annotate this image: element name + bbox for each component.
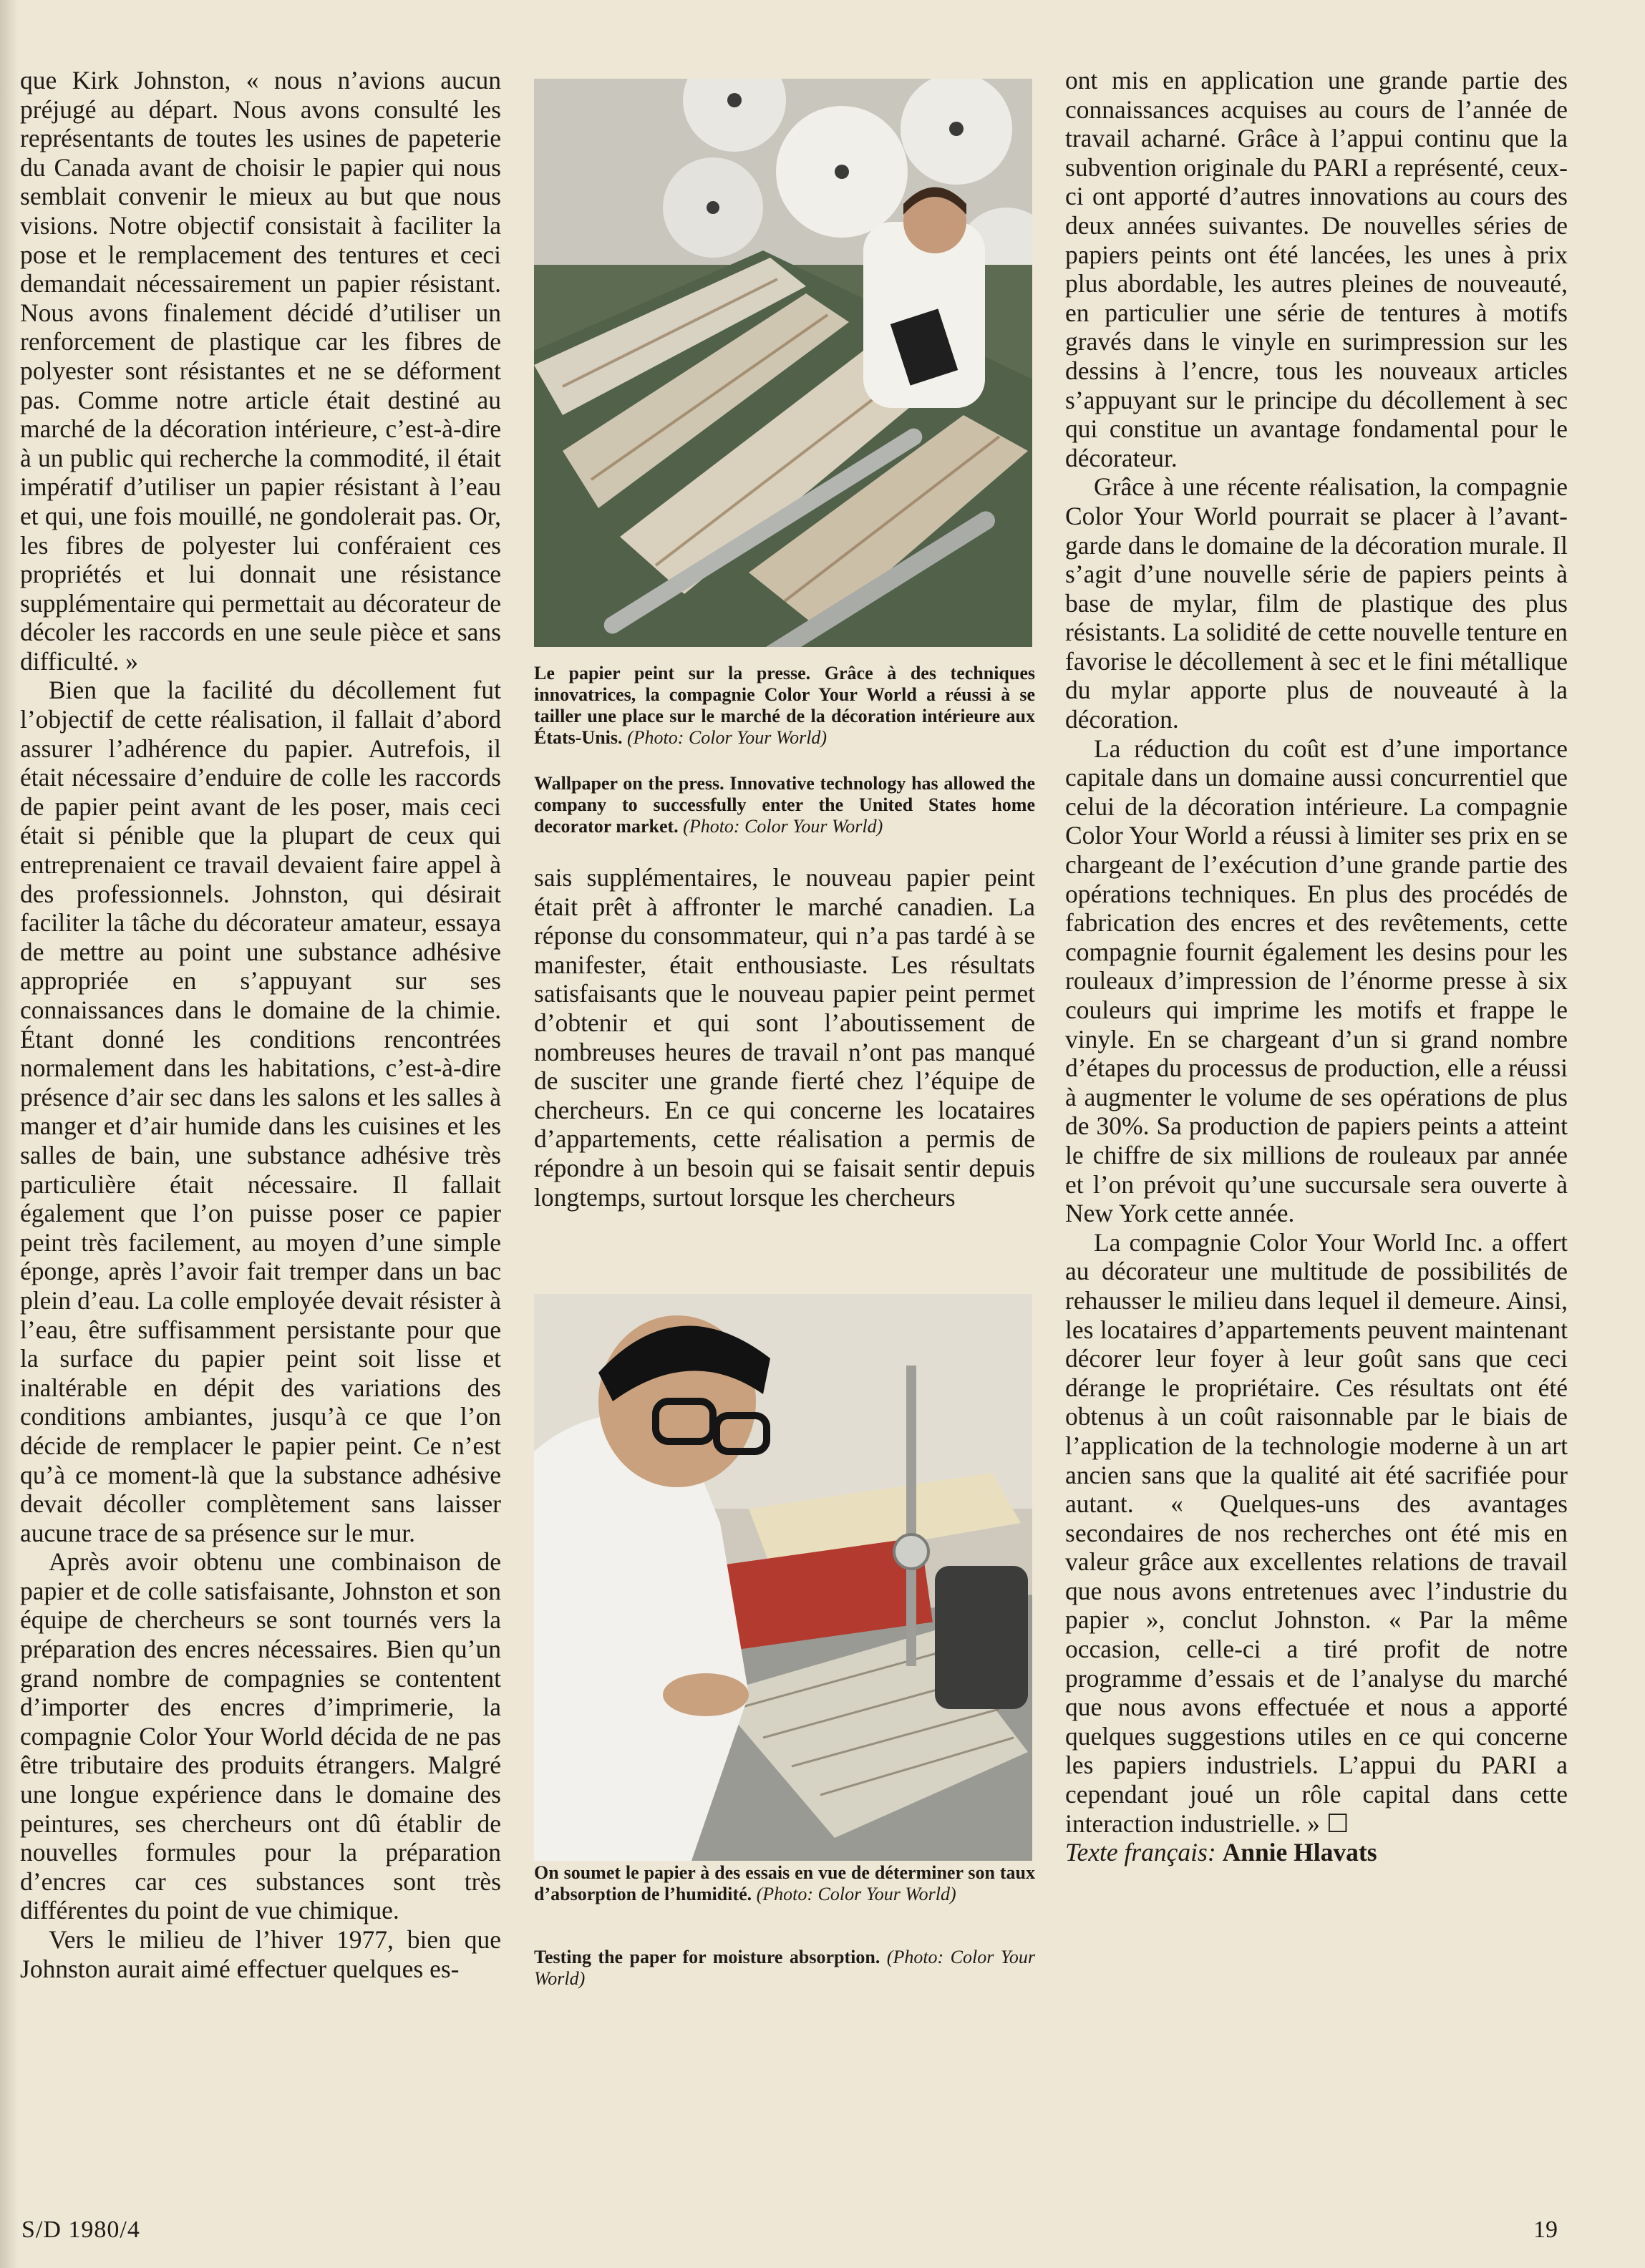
paragraph: ont mis en application une grande partie des connaissances acquises au cours de l’année de travail acharné. Grâce à l’appui continu que la subvention originale du PARI a représenté, ceux-ci ont apporté d’autres innovations au cours des deux années suivantes. De nouvelles séries de papiers peints ont été lancées, les unes à prix plus abordable, les autres pleines de nouveauté, en particulier une série de tentures à motifs gravés dans le vinyle en surimpression sur les dessins à l’encre, tous les nouveaux articles s’appuyant sur le principe du décollement à sec qui constitue un avantage fondamental pour le décorateur.	[1065, 66, 1568, 472]
caption-text: Testing the paper for moisture absorption.	[534, 1947, 880, 1967]
photo-credit: (Photo: Color Your World)	[627, 727, 828, 748]
paragraph: La réduction du coût est d’une importance capitale dans un domaine aussi concurrentiel que celui de la décoration intérieure. La compagnie Color Your World a réussi à limiter ses prix en se chargeant de l’exécution d’une grande partie des opérations techniques. En plus des procédés de fabrication des encres et des revêtements, cette compagnie fournit également les desins pour les rouleaux d’impression de l’énorme presse à six couleurs qui imprime les motifs et frappe le vinyle. En se chargeant d’un si grand nombre d’étapes du processus de production, elle a réussi à augmenter le volume de ses opérations de plus de 30%. Sa production de papiers peints a atteint le chiffre de six millions de rouleaux par année et l’on prévoit qu’une succursale sera ouverte à New York cette année.	[1065, 734, 1568, 1228]
column-left	[20, 66, 501, 1983]
paragraph: Bien que la facilité du décollement fut l’objectif de cette réalisation, il fallait d’abord assurer l’adhérence du papier. Autrefois, il était nécessaire d’enduire de colle les raccords de papier peint avant de les poser, mais ceci était si pénible que la plupart de ceux qui entreprenaient ce travail devaient faire appel à des professionnels. Johnston, qui désirait faciliter la tâche du décorateur amateur, essaya de mettre au point une substance adhésive appropriée en s’appuyant sur ses connaissances dans le domaine de la chimie. Étant donné les conditions rencontrées normalement dans les habitations, c’est-à-dire présence d’air sec dans les salons et les salles à manger et d’air humide dans les cuisines et les salles de bain, une substance adhésive très particulière était nécessaire. Il fallait également que l’on puisse poser ce papier peint très facilement, au moyen d’une simple éponge, après l’avoir fait tremper dans un bac plein d’eau. La colle employée devait résister à l’eau, être suffisamment persistante pour que la surface du papier peint soit lisse et inaltérable en dépit des variations des conditions ambiantes, jusqu’à ce que l’on décide de remplacer le papier peint. Ce n’est qu’à ce moment-là que la substance adhésive devait décoller complètement sans laisser aucune trace de sa présence sur le mur.	[20, 676, 501, 1547]
photo-wallpaper-press	[534, 79, 1032, 647]
photo-moisture-testing	[534, 1294, 1032, 1861]
photo-caption-english	[534, 1947, 1035, 1990]
paragraph: Après avoir obtenu une combinaison de papier et de colle satisfaisante, Johnston et son équipe de chercheurs se sont tournés vers la préparation des encres nécessaires. Bien qu’un grand nombre de compagnies se contentent d’importer des encres d’imprimerie, la compagnie Color Your World décida de ne pas être tributaire des produits étrangers. Malgré une longue expérience dans le domaine des peintures, ses chercheurs ont dû établir de nouvelles formules pour la préparation d’encres car ces substances sont très différentes du point de vue chimique.	[20, 1547, 501, 1925]
caption-text: Wallpaper on the press. Innovative technology has allowed the company to successfully enter the United States home decorator market.	[534, 773, 1035, 837]
page-number: 19	[1533, 2216, 1558, 2243]
caption-text: On soumet le papier à des essais en vue de déterminer son taux d’absorption de l’humidité.	[534, 1862, 1035, 1904]
photo-caption-french	[534, 663, 1035, 749]
paragraph: La compagnie Color Your World Inc. a offert au décorateur une multitude de possibilités de rehausser le milieu dans lequel il demeure. Ainsi, les locataires d’appartements peuvent maintenant décorer leur foyer à leur goût sans que ceci dérange le propriétaire. Ces résultats ont été obtenus à un coût raisonnable par le biais de l’application de la technologie moderne à un art ancien sans que la qualité ait été sacrifiée pour autant. « Quelques-uns des avantages secondaires de nos recherches ont été mis en valeur grâce aux excellentes relations de travail que nous avons entretenues avec l’industrie du papier », conclut Johnston. « Par la même occasion, celle-ci a tiré profit de notre programme d’essais et de l’analyse du marché que nous avons effectuée et nous a apporté quelques suggestions utiles en ce qui concerne les papiers industriels. L’appui du PARI a cependant joué un rôle capital dans cette interaction industrielle. » ☐	[1065, 1227, 1568, 1838]
issue-footer: S/D 1980/4	[21, 2216, 140, 2243]
caption-text: Le papier peint sur la presse. Grâce à des techniques innovatrices, la compagnie Color Your World a réussi à se tailler une place sur le marché de la décoration intérieure aux États-Unis.	[534, 663, 1035, 748]
photo-caption-french	[534, 1862, 1035, 1905]
translator-name: Annie Hlavats	[1222, 1838, 1377, 1867]
photo-credit: (Photo: Color Your World)	[534, 1947, 1036, 1989]
translation-credit	[1065, 1838, 1568, 1867]
photo-credit: (Photo: Color Your World)	[683, 816, 883, 837]
photo-caption-english	[534, 773, 1035, 837]
photo-credit: (Photo: Color Your World)	[756, 1884, 956, 1904]
paragraph: que Kirk Johnston, « nous n’avions aucun préjugé au départ. Nous avons consulté les représentants de toutes les usines de papeterie du Canada avant de choisir le papier qui nous semblait convenir le mieux au but que nous visions. Notre objectif consistait à faciliter la pose et le remplacement des tentures et ceci demandait nécessairement un papier résistant. Nous avons finalement décidé d’utiliser un renforcement de plastique car les fibres de polyester sont résistantes et ne se déforment pas. Comme notre article était destiné au marché de la décoration intérieure, c’est-à-dire à un public qui recherche la commodité, il était impératif d’utiliser un papier résistant à l’eau et qui, une fois mouillé, ne gondolerait pas. Or, les fibres de polyester lui conféraient ces propriétés et lui donnait une résistance supplémentaire qui permettait au décorateur de décoler les raccords en une seule pièce et sans difficulté. »	[20, 66, 501, 676]
page-edge-shadow	[0, 0, 19, 2268]
column-right	[1065, 66, 1568, 1867]
column-middle-text	[534, 863, 1035, 1212]
paragraph: sais supplémentaires, le nouveau papier peint était prêt à affronter le marché canadien. La réponse du consommateur, qui n’a pas tardé à se manifester, était enthousiaste. Les résultats satisfaisants que le nouveau papier peint permet d’obtenir et qui sont l’aboutissement de nombreuses heures de travail n’ont pas manqué de susciter une grande fierté chez l’équipe de chercheurs. En ce qui concerne les locataires d’appartements, cette réalisation a permis de répondre à un besoin qui se faisait sentir depuis longtemps, surtout lorsque les chercheurs	[534, 863, 1035, 1212]
paragraph: Grâce à une récente réalisation, la compagnie Color Your World pourrait se placer à l’avant-garde dans le domaine de la décoration murale. Il s’agit d’une nouvelle série de papiers peints à base de mylar, film de plastique des plus résistants. La solidité de cette nouvelle tenture en favorise le décollement à sec et le fini métallique du mylar apporte plus de nouveauté à la décoration.	[1065, 472, 1568, 734]
paragraph: Vers le milieu de l’hiver 1977, bien que Johnston aurait aimé effectuer quelques es-	[20, 1925, 501, 1983]
translation-label: Texte français:	[1065, 1838, 1216, 1867]
